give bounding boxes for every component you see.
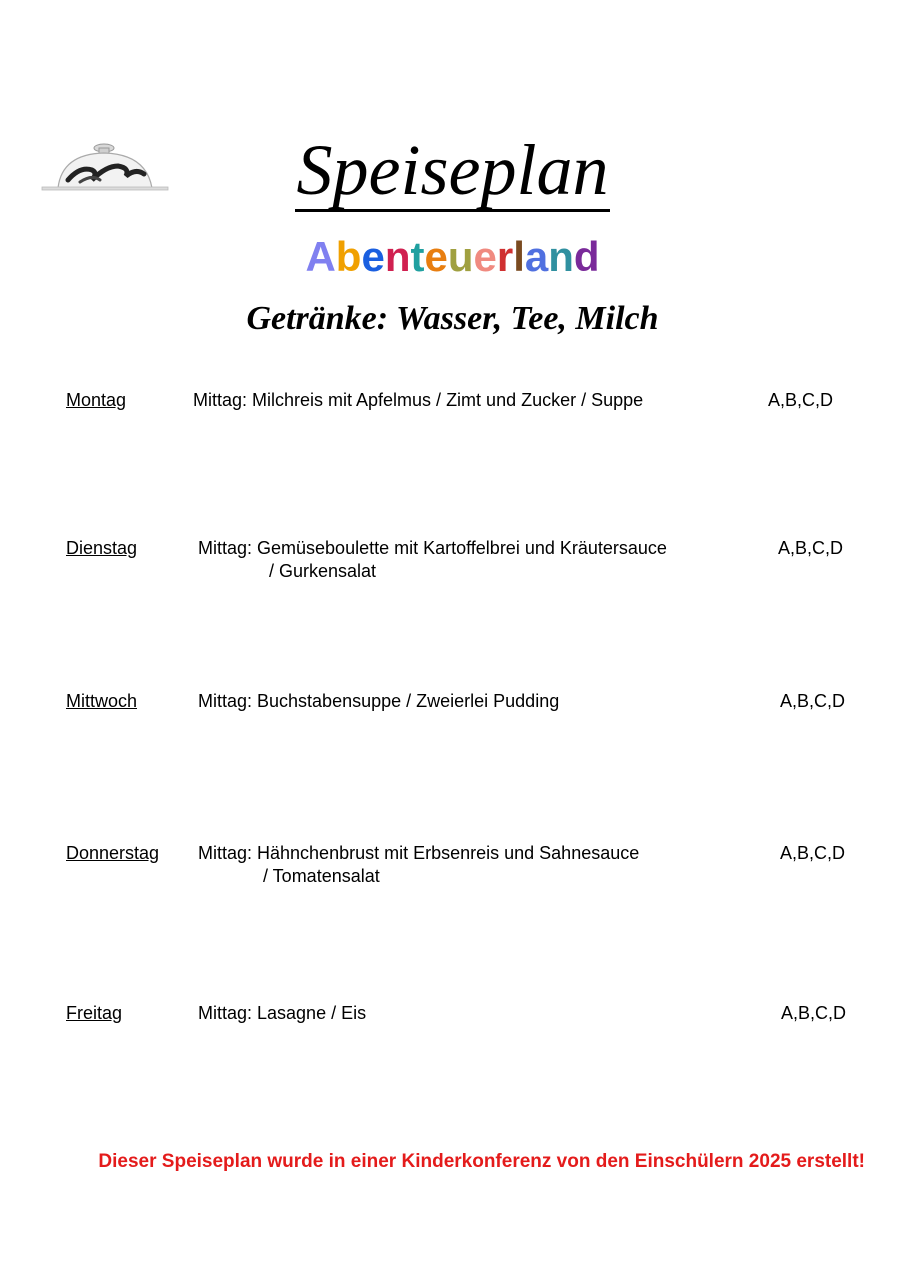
subtitle-letter: e xyxy=(424,233,448,280)
subtitle-letter: u xyxy=(447,233,474,280)
subtitle-letter: a xyxy=(524,233,549,280)
subtitle-letter: r xyxy=(496,233,514,280)
subtitle-letter: d xyxy=(573,233,600,280)
codes-dienstag: A,B,C,D xyxy=(778,538,844,558)
subtitle-letter: A xyxy=(305,233,336,280)
subtitle-letter: e xyxy=(361,233,385,280)
meal-donnerstag xyxy=(198,842,639,888)
subtitle-letter: t xyxy=(410,233,425,280)
meal-text: Mittag: Lasagne / Eis xyxy=(198,1003,367,1023)
meal-continuation: / Tomatensalat xyxy=(263,866,380,886)
meal-text: Mittag: Buchstabensuppe / Zweierlei Pudding xyxy=(198,691,560,711)
codes-mittwoch: A,B,C,D xyxy=(780,691,846,711)
meal-dienstag xyxy=(198,537,667,583)
day-montag: Montag xyxy=(66,390,127,410)
day-donnerstag: Donnerstag xyxy=(66,843,160,863)
codes-freitag: A,B,C,D xyxy=(781,1003,847,1023)
subtitle-letter: l xyxy=(513,233,525,280)
page-title xyxy=(0,126,905,214)
day-dienstag: Dienstag xyxy=(66,538,138,558)
subtitle-letter: e xyxy=(473,233,497,280)
page-title-text: Speiseplan xyxy=(296,130,609,210)
subtitle-letter: n xyxy=(384,233,411,280)
meal-continuation: / Gurkensalat xyxy=(269,561,377,581)
day-freitag: Freitag xyxy=(66,1003,123,1023)
codes-donnerstag: A,B,C,D xyxy=(780,843,846,863)
drinks-line: Getränke: Wasser, Tee, Milch xyxy=(246,300,659,337)
subtitle-abenteuerland xyxy=(0,232,905,282)
meal-mittwoch xyxy=(198,690,559,713)
subtitle-letter: n xyxy=(548,233,574,280)
meal-text: Mittag: Hähnchenbrust mit Erbsenreis und Sahnesauce xyxy=(198,843,640,863)
meal-text: Mittag: Gemüseboulette mit Kartoffelbrei und Kräutersauce xyxy=(198,538,667,558)
subtitle-letter: b xyxy=(335,233,362,280)
meal-montag xyxy=(193,389,643,412)
footer-note: Dieser Speiseplan wurde in einer Kinderkonferenz von den Einschülern 2025 erstellt! xyxy=(98,1151,865,1172)
codes-montag: A,B,C,D xyxy=(768,390,834,410)
meal-text: Mittag: Milchreis mit Apfelmus / Zimt und Zucker / Suppe xyxy=(193,390,644,410)
day-mittwoch: Mittwoch xyxy=(66,691,138,711)
meal-freitag xyxy=(198,1002,366,1025)
